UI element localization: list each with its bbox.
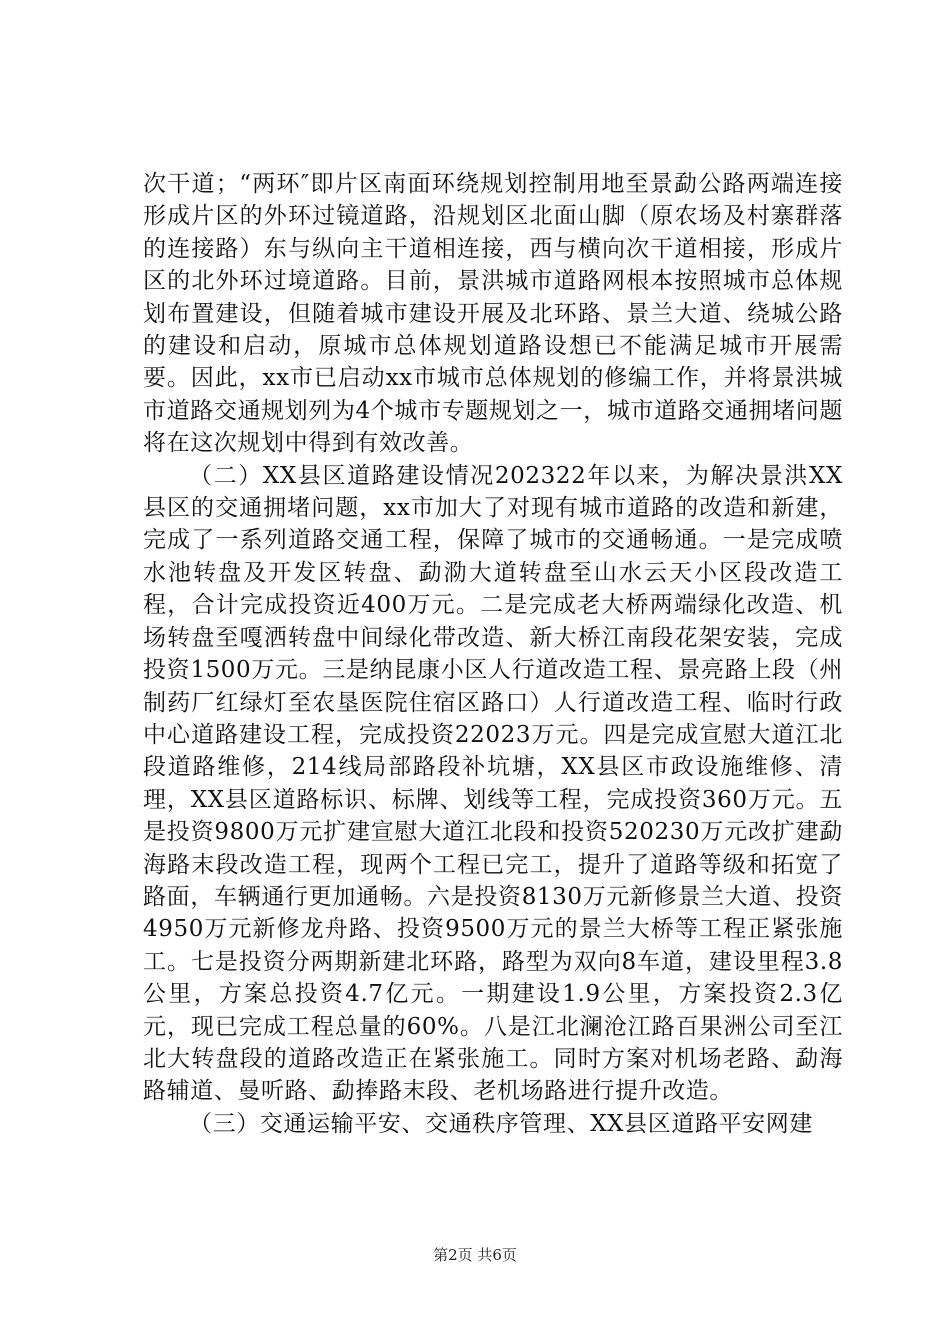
document-body — [143, 168, 843, 1140]
paragraph-traffic-safety-heading: （三）交通运输平安、交通秩序管理、XX县区道路平安网建 — [189, 1110, 813, 1137]
paragraph-road-construction: （二）XX县区道路建设情况202322年以来，为解决景洪XX县区的交通拥堵问题，xx市加大了对现有城市道路的改造和新建，完成了一系列道路交通工程，保障了城市的交通畅通。一是完成喷水池转盘及开发区转盘、勐泐大道转盘至山水云天小区段改造工程，合计完成投资近400万元。二是完成老大桥两端绿化改造、机场转盘至嘎洒转盘中间绿化带改造、新大桥江南段花架安装，完成投资1500万元。三是纳昆康小区人行道改造工程、景亮路上段（州制药厂红绿灯至农垦医院住宿区路口）人行道改造工程、临时行政中心道路建设工程，完成投资22023万元。四是完成宣慰大道江北段道路维修，214线局部路段补坑塘，XX县区市政设施维修、清理，XX县区道路标识、标牌、划线等工程，完成投资360万元。五是投资9800万元扩建宣慰大道江北段和投资520230万元改扩建勐海路末段改造工程，现两个工程已完工，提升了道路等级和拓宽了路面，车辆通行更加通畅。六是投资8130万元新修景兰大道、投资4950万元新修龙舟路、投资9500万元的景兰大桥等工程正紧张施工。七是投资分两期新建北环路，路型为双向8车道，建设里程3.8公里，方案总投资4.7亿元。一期建设1.9公里，方案投资2.3亿元，现已完成工程总量的60%。八是江北澜沧江路百果洲公司至江北大转盘段的道路改造正在紧张施工。同时方案对机场老路、勐海路辅道、曼听路、勐捧路末段、老机场路进行提升改造。 — [143, 462, 843, 1105]
page-number-footer: 第2页 共6页 — [433, 1246, 517, 1264]
paragraph-continuation: 次干道；“两环″即片区南面环绕规划控制用地至景勐公路两端连接形成片区的外环过镜道路，沿规划区北面山脚（原农场及村寨群落的连接路）东与纵向主干道相连接，西与横向次干道相接，形成片区的北外环过境道路。目前，景洪城市道路网根本按照城市总体规划布置建设，但随着城市建设开展及北环路、景兰大道、绕城公路的建设和启动，原城市总体规划道路设想已不能满足城市开展需要。因此，xx市已启动xx市城市总体规划的修编工作，并将景洪城市道路交通规划列为4个城市专题规划之一，城市道路交通拥堵问题将在这次规划中得到有效改善。 — [143, 171, 843, 457]
